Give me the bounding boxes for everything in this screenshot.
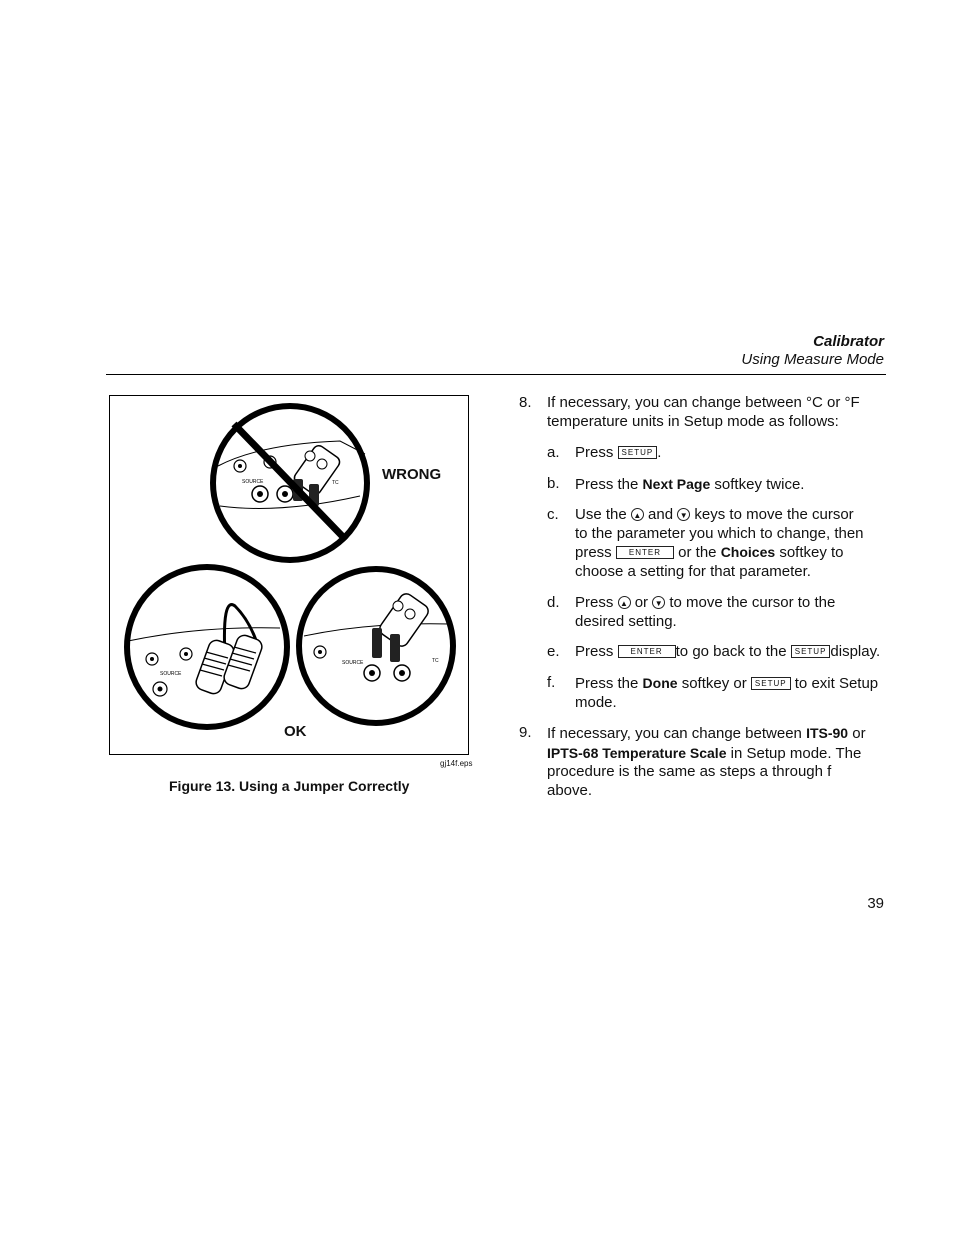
substep-c-text — [575, 506, 890, 581]
its-90-softkey: ITS-90 — [806, 725, 849, 741]
down-arrow-key-icon: ▼ — [652, 596, 665, 609]
substep-a-part-2: . — [657, 444, 662, 461]
ok-illustration-left — [127, 567, 287, 727]
setup-key: SETUP — [791, 645, 831, 658]
ok-illustration-right — [299, 569, 453, 723]
substep-b-part-1: Press the — [575, 476, 639, 493]
wrong-panel-source-label: SOURCE — [242, 479, 264, 485]
substep-d-text — [575, 594, 890, 631]
jumper-illustration — [110, 396, 468, 754]
substep-d-letter: d. — [547, 594, 560, 611]
substep-f-line-2: mode. — [575, 693, 617, 711]
substep-f-part-2: softkey or — [681, 675, 747, 692]
figure-file-name: gj14f.eps — [440, 759, 473, 768]
substep-c-line-2: to the parameter you which to change, then — [575, 524, 864, 542]
up-arrow-key-icon: ▲ — [631, 508, 644, 521]
substep-a-letter: a. — [547, 444, 560, 461]
substep-e-part-1: Press — [575, 643, 614, 660]
substep-c-line-4: choose a setting for that parameter. — [575, 562, 811, 580]
substep-c-part-6: softkey to — [779, 544, 844, 561]
substep-e-part-3: display. — [830, 643, 881, 660]
substep-f-part-3: to exit Setup — [794, 675, 879, 692]
setup-key: SETUP — [618, 446, 658, 459]
running-header-subtitle: Using Measure Mode — [741, 351, 884, 368]
step-8-number: 8. — [519, 394, 532, 411]
page-number: 39 — [867, 895, 884, 912]
substep-c-part-3: keys to move the cursor — [694, 506, 854, 523]
header-rule — [106, 374, 886, 375]
substep-f-letter: f. — [547, 674, 556, 691]
step-9-part-3: in Setup mode. The — [730, 744, 862, 762]
substep-d-part-3: to move the cursor to the — [669, 594, 836, 611]
ipts-68-softkey: IPTS-68 Temperature Scale — [547, 744, 727, 761]
wrong-illustration — [213, 406, 367, 560]
substep-f-text — [575, 674, 890, 712]
substep-f-part-1: Press the — [575, 675, 639, 692]
step-8-line-1: If necessary, you can change between °C or °F — [547, 394, 860, 411]
substep-d-line-2: desired setting. — [575, 612, 677, 630]
substep-d-part-1: Press — [575, 594, 614, 611]
substep-e-text — [575, 643, 890, 662]
substep-c-part-4: press — [575, 544, 612, 561]
enter-key: ENTER — [616, 546, 674, 559]
step-8-line-2: temperature units in Setup mode as follows: — [547, 412, 839, 430]
ok-left-panel-source-label: SOURCE — [160, 671, 182, 677]
substep-c-part-1: Use the — [575, 506, 627, 523]
step-9-part-2: or — [852, 725, 866, 742]
figure-frame — [109, 395, 469, 755]
substep-c-part-5: or the — [678, 544, 717, 561]
choices-softkey: Choices — [720, 544, 776, 560]
substep-c-part-2: and — [648, 506, 674, 523]
down-arrow-key-icon: ▼ — [677, 508, 690, 521]
substep-d-part-2: or — [634, 594, 649, 611]
step-9-part-1: If necessary, you can change between — [547, 725, 802, 742]
running-header-title: Calibrator — [813, 333, 884, 350]
step-9-text — [547, 724, 887, 800]
substep-a-text — [575, 444, 661, 463]
ok-label: OK — [284, 723, 307, 740]
step-8-text — [547, 394, 887, 431]
substep-e-letter: e. — [547, 643, 560, 660]
done-softkey: Done — [642, 675, 678, 691]
substep-c-letter: c. — [547, 506, 559, 523]
substep-e-part-2: to go back to the — [675, 643, 787, 660]
substep-b-part-2: softkey twice. — [714, 476, 805, 493]
up-arrow-key-icon: ▲ — [618, 596, 631, 609]
substep-b-text — [575, 475, 804, 495]
ok-right-panel-source-label: SOURCE — [342, 660, 364, 666]
enter-key: ENTER — [618, 645, 676, 658]
ok-right-panel-tc-label: TC — [432, 658, 439, 664]
step-9-line-4: above. — [547, 781, 593, 799]
substep-a-part-1: Press — [575, 444, 614, 461]
step-9-line-3: procedure is the same as steps a through f — [547, 763, 832, 780]
setup-key: SETUP — [751, 677, 791, 690]
wrong-panel-tc-label: TC — [332, 480, 339, 486]
wrong-label: WRONG — [382, 466, 442, 483]
figure-caption: Figure 13. Using a Jumper Correctly — [169, 778, 410, 794]
next-page-softkey: Next Page — [642, 476, 711, 492]
substep-b-letter: b. — [547, 475, 560, 492]
step-9-number: 9. — [519, 724, 532, 741]
